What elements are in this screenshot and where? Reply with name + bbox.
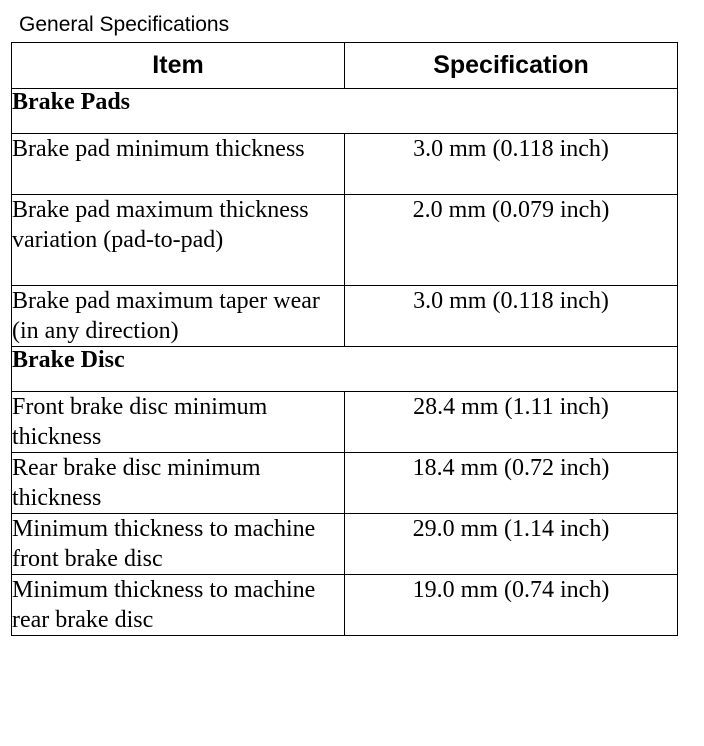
table-header-row <box>12 43 678 89</box>
table-row <box>12 392 678 453</box>
specifications-table <box>11 42 678 636</box>
table-row <box>12 514 678 575</box>
table-row <box>12 453 678 514</box>
item-cell: Brake pad maximum taper wear (in any direction) <box>12 286 345 347</box>
item-cell: Rear brake disc minimum thickness <box>12 453 345 514</box>
column-header-item: Item <box>12 43 345 89</box>
table-row <box>12 575 678 636</box>
column-header-specification: Specification <box>345 43 678 89</box>
section-title: Brake Disc <box>12 347 678 392</box>
spec-cell: 18.4 mm (0.72 inch) <box>345 453 678 514</box>
table-row <box>12 134 678 195</box>
item-cell: Minimum thickness to machine rear brake disc <box>12 575 345 636</box>
spec-cell: 29.0 mm (1.14 inch) <box>345 514 678 575</box>
section-title: Brake Pads <box>12 89 678 134</box>
spec-cell: 28.4 mm (1.11 inch) <box>345 392 678 453</box>
item-cell: Brake pad minimum thickness <box>12 134 345 195</box>
table-row <box>12 286 678 347</box>
table-caption: General Specifications <box>19 13 230 36</box>
spec-cell: 19.0 mm (0.74 inch) <box>345 575 678 636</box>
section-row-brake-disc <box>12 347 678 392</box>
item-cell: Minimum thickness to machine front brake disc <box>12 514 345 575</box>
spec-cell: 3.0 mm (0.118 inch) <box>345 134 678 195</box>
item-cell: Brake pad maximum thickness variation (pad-to-pad) <box>12 195 345 286</box>
section-row-brake-pads <box>12 89 678 134</box>
item-cell: Front brake disc minimum thickness <box>12 392 345 453</box>
table-row <box>12 195 678 286</box>
spec-cell: 2.0 mm (0.079 inch) <box>345 195 678 286</box>
spec-cell: 3.0 mm (0.118 inch) <box>345 286 678 347</box>
